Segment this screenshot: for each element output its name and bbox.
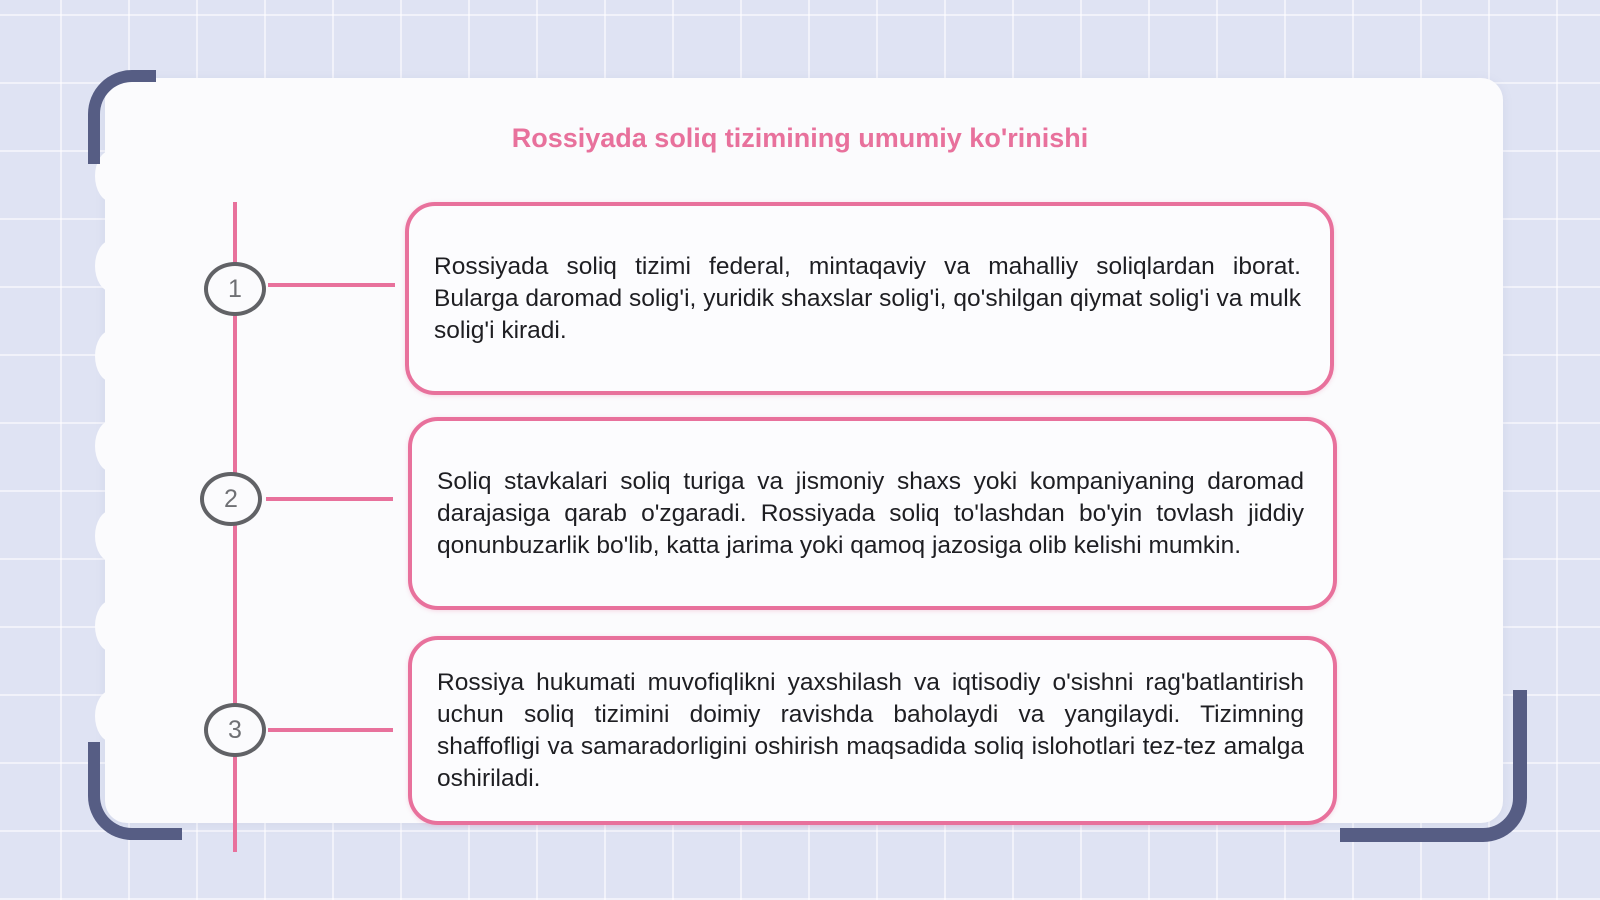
corner-bracket-top-left: [88, 70, 156, 164]
info-card-text: Rossiya hukumati muvofiqlikni yaxshilash va iqtisodiy o'sishni rag'batlantirish uchun soliq tizimini doimiy ravishda baholaydi va yangilaydi. Tizimning shaffofligi va samaradorligini oshirish maqsadida soliq islohotlari tez-tez amalga oshiriladi.: [437, 668, 1304, 792]
timeline-connector: [268, 728, 393, 732]
info-card: [408, 417, 1337, 610]
paper-edge-scallop: [95, 690, 129, 742]
paper-edge-scallop: [95, 240, 129, 292]
step-number-circle: [204, 703, 266, 757]
info-card-text: Soliq stavkalari soliq turiga va jismoniy shaxs yoki kompaniyaning daromad darajasiga qarab o'zgaradi. Rossiyada soliq to'lashdan bo'yin tovlash jiddiy qonunbuzarlik bo'lib, katta jarima yoki qamoq jazosiga olib kelishi mumkin.: [437, 467, 1304, 559]
step-number: 2: [224, 484, 238, 513]
slide-title: Rossiyada soliq tizimining umumiy ko'rinishi: [511, 123, 1089, 153]
timeline-connector: [268, 283, 395, 287]
step-number-circle: [204, 262, 266, 316]
info-card: [405, 202, 1334, 395]
corner-bracket-bottom-right: [1340, 690, 1527, 842]
step-number-circle: [200, 472, 262, 526]
paper-edge-scallop: [95, 510, 129, 562]
corner-bracket-bottom-left: [88, 742, 182, 840]
paper-edge-scallop: [95, 600, 129, 652]
info-card: [408, 636, 1337, 825]
step-number: 3: [228, 715, 242, 744]
paper-edge-scallop: [95, 420, 129, 472]
paper-edge-scallop: [95, 330, 129, 382]
info-card-text: Rossiyada soliq tizimi federal, mintaqaviy va mahalliy soliqlardan iborat. Bularga daromad solig'i, yuridik shaxslar solig'i, qo'shilgan qiymat solig'i va mulk solig'i kiradi.: [434, 252, 1301, 344]
timeline-connector: [266, 497, 393, 501]
step-number: 1: [228, 274, 242, 303]
